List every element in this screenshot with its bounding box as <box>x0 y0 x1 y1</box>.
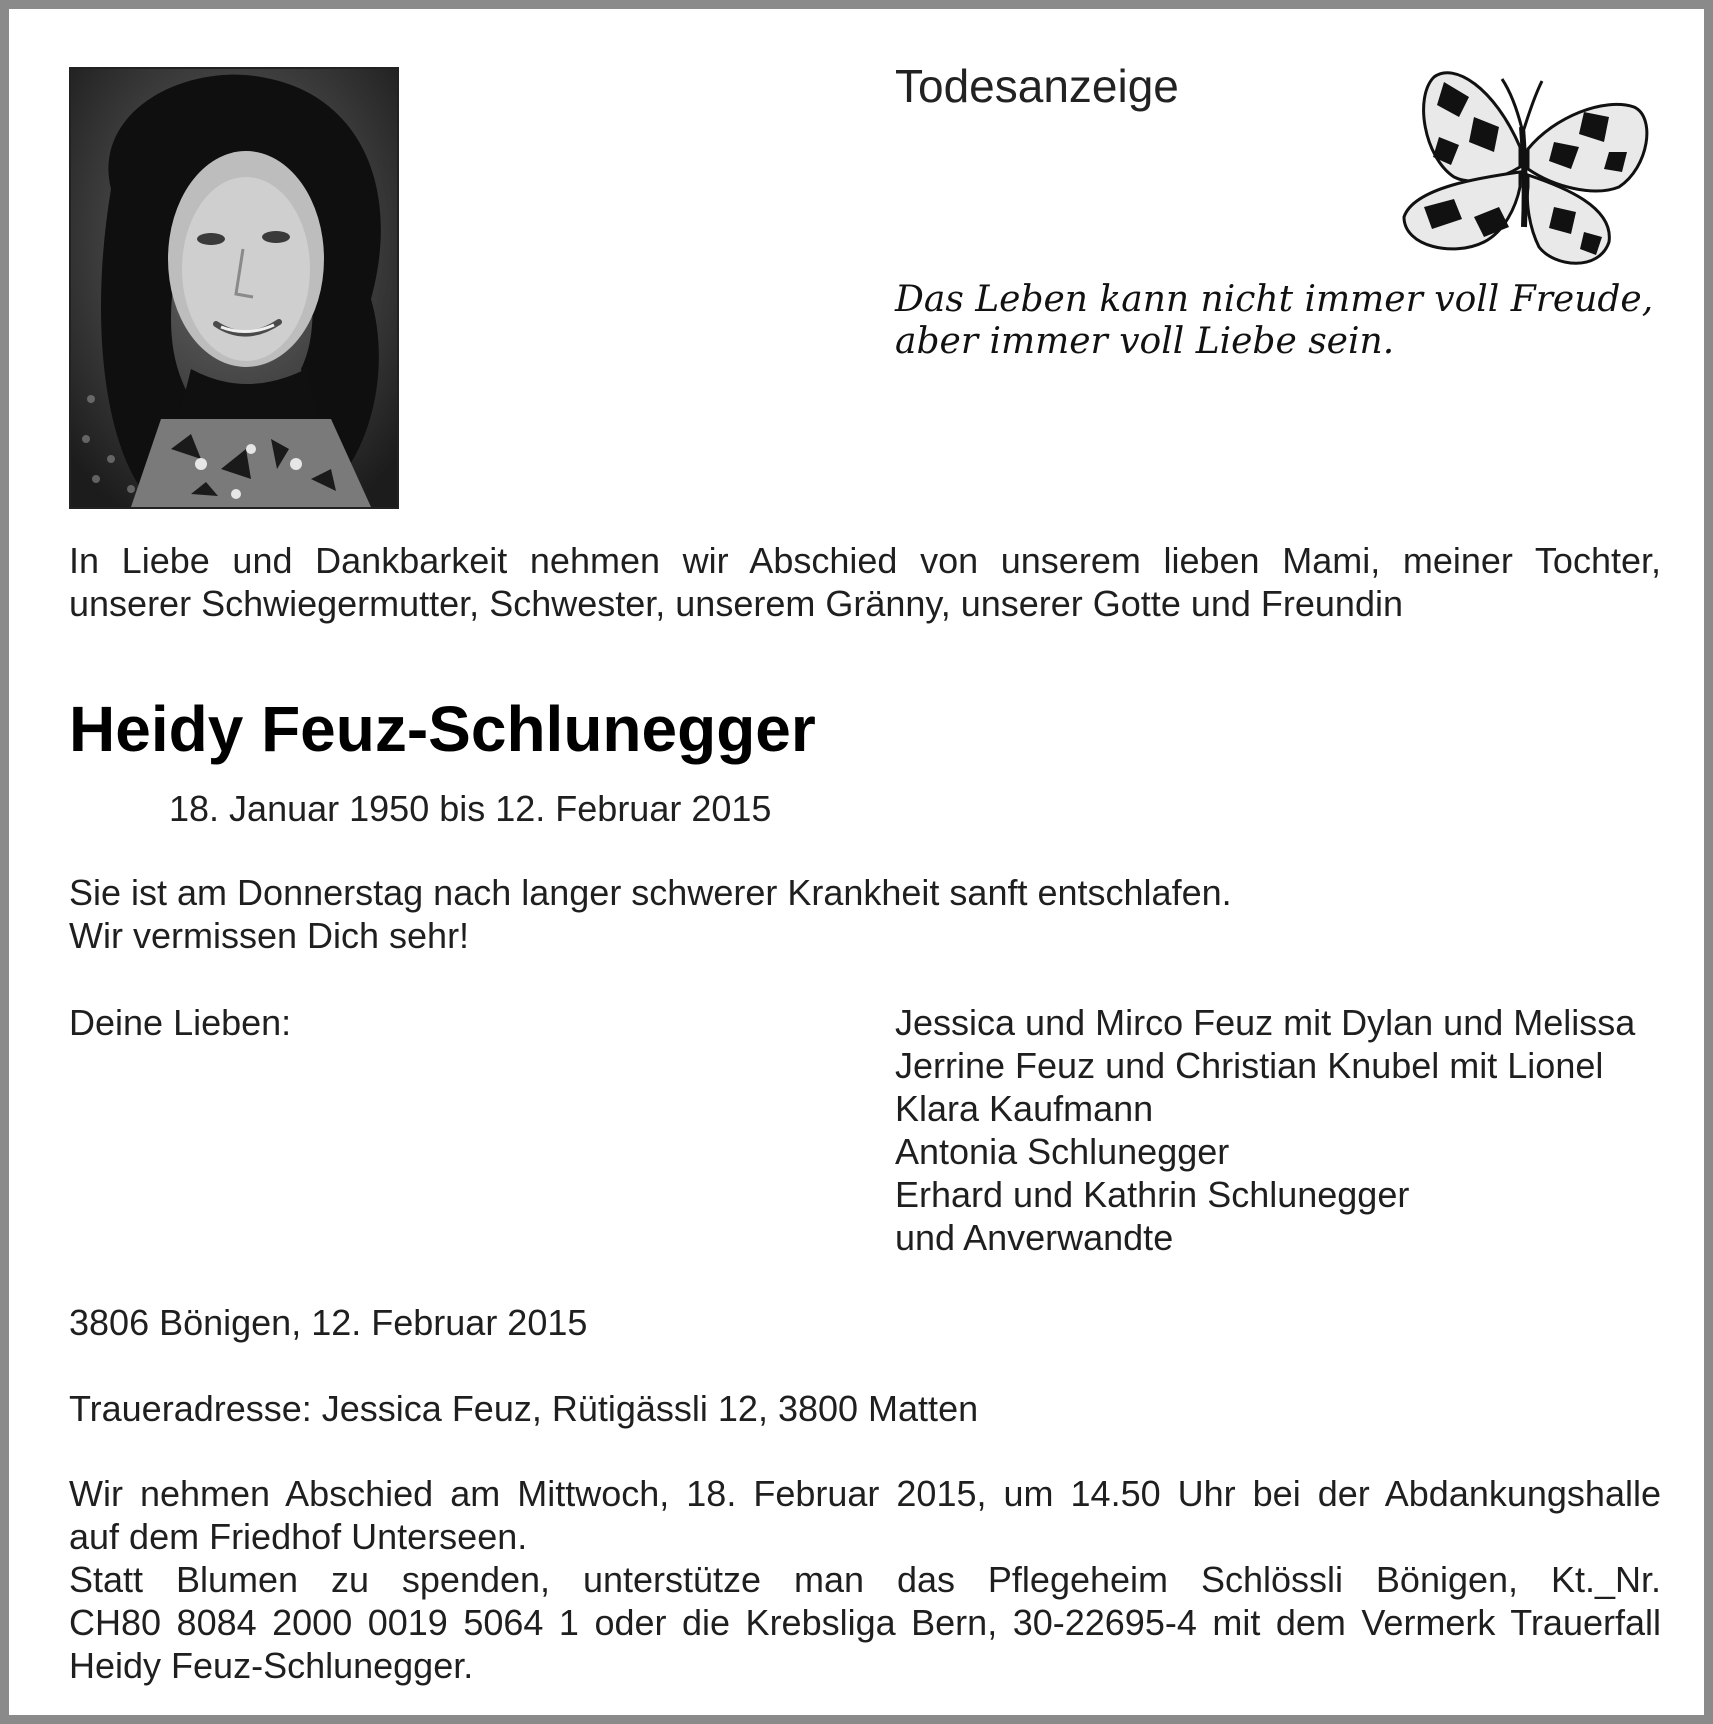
mourner-name: Erhard und Kathrin Schlunegger <box>895 1174 1410 1215</box>
butterfly-icon <box>1394 57 1656 275</box>
mourner-name: Jerrine Feuz und Christian Knubel mit Lionel <box>895 1045 1604 1086</box>
closing-line: CH80 8084 2000 0019 5064 1 oder die Krebsliga Bern, 30-22695-4 mit dem Vermerk Trauerfall <box>69 1602 1661 1643</box>
quote-line: aber immer voll Liebe sein. <box>895 321 1395 362</box>
intro-line: unserer Schwiegermutter, Schwester, unserem Gränny, unserer Gotte und Freundin <box>69 583 1403 624</box>
closing-line: Wir nehmen Abschied am Mittwoch, 18. Februar 2015, um 14.50 Uhr bei der Abdankungshalle <box>69 1473 1661 1514</box>
place-date: 3806 Bönigen, 12. Februar 2015 <box>69 1302 588 1343</box>
quote <box>895 279 1653 363</box>
intro-line: In Liebe und Dankbarkeit nehmen wir Abschied von unserem lieben Mami, meiner Tochter, <box>69 540 1661 581</box>
portrait-photo <box>69 67 399 509</box>
closing-line: auf dem Friedhof Unterseen. <box>69 1516 528 1557</box>
message-line: Sie ist am Donnerstag nach langer schwerer Krankheit sanft entschlafen. <box>69 872 1232 913</box>
mourner-name: und Anverwandte <box>895 1217 1174 1258</box>
closing-line: Statt Blumen zu spenden, unterstütze man das Pflegeheim Schlössli Bönigen, Kt._Nr. <box>69 1559 1661 1600</box>
life-dates: 18. Januar 1950 bis 12. Februar 2015 <box>169 788 772 829</box>
notice-title: Todesanzeige <box>895 60 1179 112</box>
mourners-list <box>895 1001 1635 1259</box>
mourner-name: Klara Kaufmann <box>895 1088 1154 1129</box>
message-line: Wir vermissen Dich sehr! <box>69 915 470 956</box>
mourning-address: Traueradresse: Jessica Feuz, Rütigässli 12, 3800 Matten <box>69 1388 979 1429</box>
closing-paragraph <box>69 1472 1661 1687</box>
closing-line: Heidy Feuz-Schlunegger. <box>69 1645 474 1686</box>
mourner-name: Jessica und Mirco Feuz mit Dylan und Melissa <box>895 1002 1636 1043</box>
quote-line: Das Leben kann nicht immer voll Freude, <box>895 279 1654 320</box>
deceased-name: Heidy Feuz-Schlunegger <box>69 693 816 765</box>
intro-paragraph <box>69 539 1661 625</box>
message-paragraph <box>69 871 1232 957</box>
mourners-label: Deine Lieben: <box>69 1002 292 1043</box>
mourner-name: Antonia Schlunegger <box>895 1131 1230 1172</box>
